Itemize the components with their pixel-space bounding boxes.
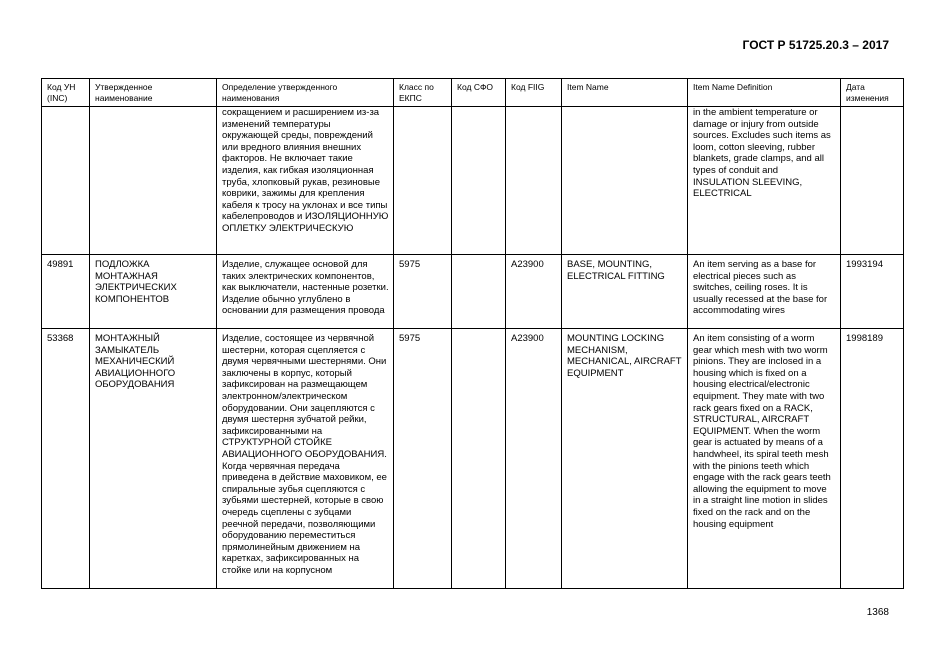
cell-inc: 49891 xyxy=(42,255,90,329)
cell-item-name-definition: An item serving as a base for electrical pieces such as switches, ceiling roses. It is usually recessed at the base for accommodating wires xyxy=(688,255,841,329)
cell-approved-name xyxy=(90,107,217,255)
cell-approved-name: ПОДЛОЖКА МОНТАЖНАЯ ЭЛЕКТРИЧЕСКИХ КОМПОНЕНТОВ xyxy=(90,255,217,329)
page-number: 1368 xyxy=(866,607,889,618)
cell-item-name: MOUNTING LOCKING MECHANISM, MECHANICAL, AIRCRAFT EQUIPMENT xyxy=(562,329,688,589)
cell-item-name-definition: An item consisting of a worm gear which mesh with two worm pinions. They are inclosed in a housing which is fixed on a housing electrical/electronic equipment. They mate with two rack gears fixed on a RACK, STRUCTURAL, AIRCRAFT EQUIPMENT. When the worm gear is actuated by means of a handwheel, its spiral teeth mesh with the pinions teeth which engage with the rack gears teeth allowing the equipment to move in a straight line motion in slides fixed on the rack and on the housing equipment xyxy=(688,329,841,589)
cell-change-date xyxy=(841,107,904,255)
catalog-table xyxy=(41,78,904,589)
cell-fiig-code xyxy=(506,107,562,255)
cell-approved-name-definition: Изделие, состоящее из червячной шестерни, которая сцепляется с двумя червячными шестернями. Они заключены в корпус, который зафиксирован на размещающем электронном/электрическом оборудовании. Они зацепляются с двумя шестерня зубчатой рейки, зафиксированными на СТРУКТУРНОЙ СТОЙКЕ АВИАЦИОННОГО ОБОРУДОВАНИЯ. Когда червячная передача приведена в действие маховиком, ее спиральные зубья сцепляются с зубьями шестерней, которые в свою очередь сцеплены с зубцами реечной передачи, позволяющими оборудованию переместиться прямолинейным движением на каретках, зафиксированных на стойке или на корпусном xyxy=(217,329,394,589)
header-ekps-class: Класс по ЕКПС xyxy=(394,79,452,107)
cell-sfo-code xyxy=(452,107,506,255)
cell-item-name-definition: in the ambient temperature or damage or injury from outside sources. Excludes such items as loom, cotton sleeving, rubber blankets, grade clamps, and all types of conduit and INSULATION SLEEVING, ELECTRICAL xyxy=(688,107,841,255)
cell-sfo-code xyxy=(452,255,506,329)
header-change-date: Дата изменения xyxy=(841,79,904,107)
cell-ekps-class xyxy=(394,107,452,255)
table-row xyxy=(42,329,904,589)
table-header-row xyxy=(42,79,904,107)
cell-fiig-code: A23900 xyxy=(506,255,562,329)
header-item-name-definition: Item Name Definition xyxy=(688,79,841,107)
cell-inc xyxy=(42,107,90,255)
cell-change-date: 1998189 xyxy=(841,329,904,589)
table-row xyxy=(42,255,904,329)
cell-item-name: BASE, MOUNTING, ELECTRICAL FITTING xyxy=(562,255,688,329)
table-row xyxy=(42,107,904,255)
document-standard-number: ГОСТ Р 51725.20.3 – 2017 xyxy=(742,38,889,52)
cell-ekps-class: 5975 xyxy=(394,255,452,329)
header-inc: Код УН (INC) xyxy=(42,79,90,107)
cell-approved-name-definition: Изделие, служащее основой для таких электрических компонентов, как выключатели, настенные розетки. Изделие обычно углублено в основании для размещения провода xyxy=(217,255,394,329)
cell-approved-name: МОНТАЖНЫЙ ЗАМЫКАТЕЛЬ МЕХАНИЧЕСКИЙ АВИАЦИОННОГО ОБОРУДОВАНИЯ xyxy=(90,329,217,589)
header-approved-name: Утвержденное наименование xyxy=(90,79,217,107)
cell-change-date: 1993194 xyxy=(841,255,904,329)
header-approved-name-definition: Определение утвержденного наименования xyxy=(217,79,394,107)
cell-approved-name-definition: сокращением и расширением из-за изменений температуры окружающей среды, повреждений или вредного влияния внешних факторов. Не включает такие изделия, как гибкая изоляционная труба, хлопковый рукав, резиновые коврики, зажимы для крепления кабеля к тросу на уклонах и все типы кабелепроводов и ИЗОЛЯЦИОННУЮ ОПЛЕТКУ ЭЛЕКТРИЧЕСКУЮ xyxy=(217,107,394,255)
cell-sfo-code xyxy=(452,329,506,589)
header-sfo-code: Код СФО xyxy=(452,79,506,107)
cell-ekps-class: 5975 xyxy=(394,329,452,589)
cell-item-name xyxy=(562,107,688,255)
cell-fiig-code: A23900 xyxy=(506,329,562,589)
cell-inc: 53368 xyxy=(42,329,90,589)
header-fiig-code: Код FIIG xyxy=(506,79,562,107)
header-item-name: Item Name xyxy=(562,79,688,107)
